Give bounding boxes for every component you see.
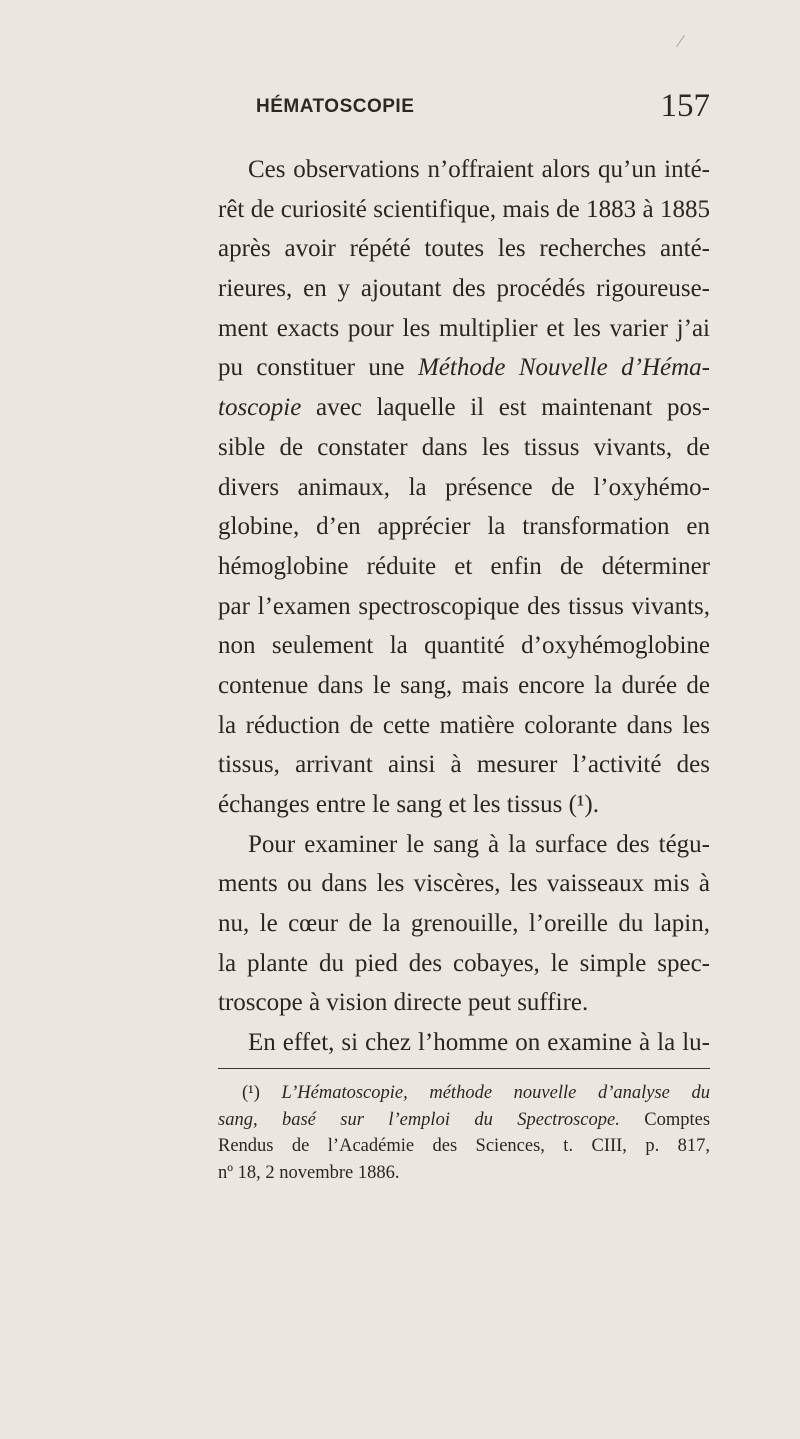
text-line: Ces observations n’offraient alors qu’un inté- [248,156,710,183]
text-line: rieures, en y ajoutant des procédés rigoureuse- [218,275,710,303]
page-header [218,88,710,128]
text-line: En effet, si chez l’homme on examine à la lu- [248,1029,710,1057]
footnote [218,1080,710,1186]
text-line: troscope à vision directe peut suffire. [218,989,589,1017]
text-line: échanges entre le sang et les tissus (¹). [218,791,599,818]
footnote-marker: (¹) [242,1083,260,1103]
page-number: 157 [660,88,710,124]
text-line: par l’examen spectroscopique des tissus vivants, [218,592,710,620]
text-line: Pour examiner le sang à la surface des tégu- [248,830,710,858]
footnote-line [218,1107,710,1134]
text-line: hémoglobine réduite et enfin de déterminer [218,552,710,580]
footnote-line [218,1080,710,1107]
text-line: sible de constater dans les tissus vivants, de [218,433,710,461]
text-line: la plante du pied des cobayes, le simple spec- [218,949,710,977]
footnote-line: Rendus de l’Académie des Sciences, t. CIII, p. 817, [218,1136,710,1156]
text-line [218,348,710,388]
footnote-rule [218,1068,710,1069]
footnote-line: nº 18, 2 novembre 1886. [218,1162,400,1183]
text-line: globine, d’en apprécier la transformation en [218,513,710,541]
text-segment: avec laquelle il est maintenant pos- [316,394,711,422]
text-line: contenue dans le sang, mais encore la durée de [218,671,710,699]
text-line: divers animaux, la présence de l’oxyhémo- [218,473,710,501]
italic-title: toscopie [218,394,302,422]
text-line: rêt de curiosité scientifique, mais de 1883 à 1885 [218,195,710,223]
text-line: ments ou dans les viscères, les vaisseaux mis à [218,870,710,898]
text-segment: pu constituer une [218,354,405,382]
text-line: ment exacts pour les multiplier et les varier j’ai [218,314,710,342]
text-line: tissus, arrivant ainsi à mesurer l’activité des [218,751,710,779]
margin-mark [676,35,685,47]
text-line [218,388,710,428]
text-line: après avoir répété toutes les recherches anté- [218,235,710,263]
footnote-source: Comptes [644,1109,711,1130]
body-text [218,150,710,1063]
footnote-title-cont: sang, basé sur l’emploi du Spectroscope. [218,1109,620,1130]
text-line: nu, le cœur de la grenouille, l’oreille du lapin, [218,910,710,938]
text-line: non seulement la quantité d’oxyhémoglobine [218,632,710,660]
italic-title: Méthode Nouvelle d’Héma- [417,354,710,382]
running-head: HÉMATOSCOPIE [256,96,415,117]
footnote-title: L’Hématoscopie, méthode nouvelle d’analyse du [281,1083,711,1103]
text-line: la réduction de cette matière colorante dans les [218,711,710,739]
